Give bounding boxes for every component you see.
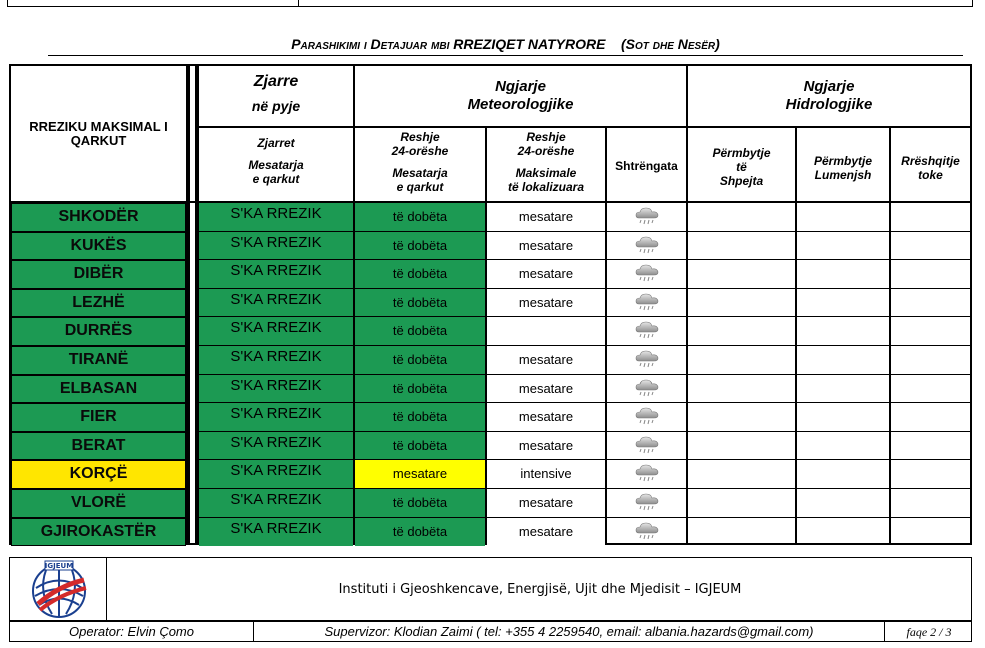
cloud-rain-icon [634, 493, 660, 513]
rain-average: të dobëta [355, 403, 485, 432]
empty-cell [891, 432, 970, 461]
empty-cell [797, 460, 889, 489]
subheader-landslide [891, 154, 970, 184]
subheader-flood-fast-line2: të [736, 160, 747, 174]
rain-maximum: mesatare [487, 203, 605, 232]
grid-line [686, 66, 688, 543]
header-fires-line2: në pyje [251, 98, 301, 114]
grid-line [199, 231, 970, 232]
cloud-rain-icon [634, 293, 660, 313]
cloud-rain-icon [634, 321, 660, 341]
grid-line [795, 126, 797, 543]
fire-risk: S'KA RREZIK [199, 489, 353, 518]
cloud-rain-icon [634, 379, 660, 399]
cloud-rain-icon [634, 464, 660, 484]
thick-divider [195, 66, 199, 543]
fire-risk: S'KA RREZIK [199, 518, 353, 547]
subheader-rain-max-line3: Maksimale [515, 166, 577, 180]
header-fires-line1: Zjarre [253, 73, 299, 90]
top-header-strip [7, 0, 973, 7]
fire-risk: S'KA RREZIK [199, 203, 353, 232]
grid-line [199, 374, 970, 375]
empty-cell [891, 203, 970, 232]
cloud-rain-icon [607, 346, 686, 375]
subheader-fires-line1: Zjarret [257, 136, 295, 150]
cloud-rain-icon [634, 436, 660, 456]
empty-cell [797, 432, 889, 461]
grid-line [605, 126, 607, 543]
grid-line [485, 126, 487, 543]
logo-text: IGJEUM [44, 562, 74, 570]
county-name: LEZHË [11, 289, 186, 318]
header-meteo-line1: Ngjarje [495, 78, 546, 95]
empty-cell [688, 518, 795, 547]
empty-cell [688, 403, 795, 432]
fire-risk: S'KA RREZIK [199, 260, 353, 289]
grid-line [353, 66, 355, 543]
title-emphasis: RREZIQET NATYRORE [453, 36, 606, 52]
cloud-rain-icon [607, 232, 686, 261]
cloud-rain-icon [634, 236, 660, 256]
county-name: VLORË [11, 489, 186, 518]
footer-info-bar [9, 621, 972, 642]
rain-maximum: mesatare [487, 232, 605, 261]
header-risk-max-label: RREZIKU MAKSIMAL I QARKUT [29, 119, 168, 148]
empty-cell [688, 289, 795, 318]
cloud-rain-icon [607, 289, 686, 318]
empty-cell [891, 375, 970, 404]
empty-cell [688, 432, 795, 461]
hazard-forecast-table [9, 64, 972, 545]
rain-average: të dobëta [355, 232, 485, 261]
page-title [48, 34, 963, 56]
empty-cell [891, 289, 970, 318]
cloud-rain-icon [607, 403, 686, 432]
grid-line [199, 126, 970, 128]
fire-risk: S'KA RREZIK [199, 432, 353, 461]
fire-risk: S'KA RREZIK [199, 346, 353, 375]
empty-cell [797, 232, 889, 261]
subheader-rain-avg-line4: e qarkut [396, 180, 444, 194]
county-name: KUKËS [11, 232, 186, 261]
empty-cell [797, 518, 889, 547]
empty-cell [797, 403, 889, 432]
rain-maximum: mesatare [487, 375, 605, 404]
cloud-rain-icon [607, 375, 686, 404]
subheader-rain-max-line1: Reshje [526, 130, 566, 144]
subheader-flood-fast [688, 146, 795, 192]
fire-risk: S'KA RREZIK [199, 317, 353, 346]
grid-line [199, 517, 970, 518]
subheader-rain-max [487, 130, 605, 204]
empty-cell [797, 289, 889, 318]
cloud-rain-icon [634, 522, 660, 542]
county-name: ELBASAN [11, 375, 186, 404]
header-meteo-line2: Meteorologjike [467, 96, 574, 113]
empty-cell [891, 403, 970, 432]
empty-cell [688, 460, 795, 489]
cloud-rain-icon [607, 317, 686, 346]
subheader-rain-max-line4: të lokalizuara [507, 180, 585, 194]
subheader-rain-avg [355, 130, 485, 204]
header-hydro-line1: Ngjarje [803, 78, 855, 95]
empty-cell [688, 375, 795, 404]
subheader-storm [607, 159, 686, 175]
grid-line [199, 488, 970, 489]
subheader-flood-fast-line1: Përmbytje [712, 146, 771, 160]
rain-maximum: mesatare [487, 289, 605, 318]
empty-cell [688, 489, 795, 518]
fire-risk: S'KA RREZIK [199, 289, 353, 318]
subheader-fires [199, 136, 353, 196]
empty-cell [797, 203, 889, 232]
header-hydro-line2: Hidrologjike [785, 96, 873, 113]
subheader-rain-avg-line2: 24-orëshe [391, 144, 449, 158]
empty-cell [797, 346, 889, 375]
empty-cell [688, 346, 795, 375]
rain-maximum: mesatare [487, 518, 605, 547]
grid-line [199, 431, 970, 432]
grid-line [199, 316, 970, 317]
fire-risk: S'KA RREZIK [199, 375, 353, 404]
empty-cell [891, 317, 970, 346]
rain-maximum: intensive [487, 460, 605, 489]
empty-cell [891, 346, 970, 375]
subheader-flood-river-line1: Përmbytje [813, 154, 873, 168]
empty-cell [891, 489, 970, 518]
county-name: GJIROKASTËR [11, 518, 186, 547]
subheader-flood-river-line2: Lumenjsh [814, 168, 872, 182]
empty-cell [688, 232, 795, 261]
igjeum-logo [24, 558, 94, 620]
empty-cell [891, 232, 970, 261]
subheader-fires-line2: Mesatarja [248, 158, 304, 172]
cloud-rain-icon [634, 407, 660, 427]
grid-line [199, 402, 970, 403]
cloud-rain-icon [607, 489, 686, 518]
cloud-rain-icon [607, 460, 686, 489]
empty-cell [797, 317, 889, 346]
header-hydro-group [688, 78, 970, 118]
rain-average: mesatare [355, 460, 485, 489]
fire-risk: S'KA RREZIK [199, 460, 353, 489]
thick-divider [186, 66, 190, 543]
subheader-rain-avg-line1: Reshje [400, 130, 440, 144]
empty-cell [797, 489, 889, 518]
rain-average: të dobëta [355, 260, 485, 289]
institution-name: Instituti i Gjeoshkencave, Energjisë, Ujit dhe Mjedisit – IGJEUM [338, 582, 742, 597]
rain-maximum: mesatare [487, 346, 605, 375]
divider [298, 0, 299, 6]
subheader-storm-label: Shtrëngata [615, 159, 678, 173]
subheader-rain-max-line2: 24-orëshe [517, 144, 575, 158]
grid-line [889, 126, 891, 543]
cloud-rain-icon [634, 264, 660, 284]
county-name: FIER [11, 403, 186, 432]
header-risk-max [11, 119, 186, 148]
cloud-rain-icon [607, 518, 686, 547]
empty-cell [891, 518, 970, 547]
rain-average: të dobëta [355, 346, 485, 375]
empty-cell [797, 375, 889, 404]
cloud-rain-icon [607, 260, 686, 289]
rain-average: të dobëta [355, 203, 485, 232]
cloud-rain-icon [607, 203, 686, 232]
cloud-rain-icon [634, 350, 660, 370]
grid-line [199, 345, 970, 346]
header-fires-group [199, 70, 353, 122]
subheader-fires-line3: e qarkut [252, 172, 300, 186]
county-name: KORÇË [11, 460, 186, 489]
county-name: DIBËR [11, 260, 186, 289]
subheader-landslide-line2: toke [918, 168, 943, 182]
rain-maximum [487, 317, 605, 346]
empty-cell [797, 260, 889, 289]
subheader-flood-fast-line3: Shpejta [719, 174, 764, 188]
county-name: SHKODËR [11, 203, 186, 232]
operator: Operator: Elvin Çomo [69, 624, 194, 639]
grid-line [199, 288, 970, 289]
rain-average: të dobëta [355, 289, 485, 318]
rain-maximum: mesatare [487, 432, 605, 461]
empty-cell [891, 460, 970, 489]
rain-maximum: mesatare [487, 260, 605, 289]
county-name: BERAT [11, 432, 186, 461]
subheader-flood-river [797, 154, 889, 184]
page-number: faqe 2 / 3 [906, 625, 952, 639]
grid-line [199, 259, 970, 260]
footer [9, 557, 972, 621]
rain-average: të dobëta [355, 432, 485, 461]
empty-cell [891, 260, 970, 289]
empty-cell [688, 317, 795, 346]
fire-risk: S'KA RREZIK [199, 232, 353, 261]
empty-cell [688, 260, 795, 289]
rain-average: të dobëta [355, 375, 485, 404]
empty-cell [688, 203, 795, 232]
county-name: DURRËS [11, 317, 186, 346]
grid-line [199, 459, 970, 460]
fire-risk: S'KA RREZIK [199, 403, 353, 432]
title-prefix: Parashikimi i Detajuar mbi [291, 36, 454, 52]
rain-average: të dobëta [355, 489, 485, 518]
subheader-rain-avg-line3: Mesatarja [392, 166, 448, 180]
subheader-landslide-line1: Rrëshqitje [901, 154, 960, 168]
county-name: TIRANË [11, 346, 186, 375]
grid-line [11, 201, 970, 203]
cloud-rain-icon [607, 432, 686, 461]
header-meteo-group [355, 78, 686, 118]
rain-average: të dobëta [355, 317, 485, 346]
supervisor: Supervizor: Klodian Zaimi ( tel: +355 4 2259540, email: albania.hazards@gmail.com) [324, 624, 814, 639]
title-suffix: (Sot dhe Nesër) [621, 36, 720, 52]
rain-average: të dobëta [355, 518, 485, 547]
rain-maximum: mesatare [487, 489, 605, 518]
rain-maximum: mesatare [487, 403, 605, 432]
cloud-rain-icon [634, 207, 660, 227]
